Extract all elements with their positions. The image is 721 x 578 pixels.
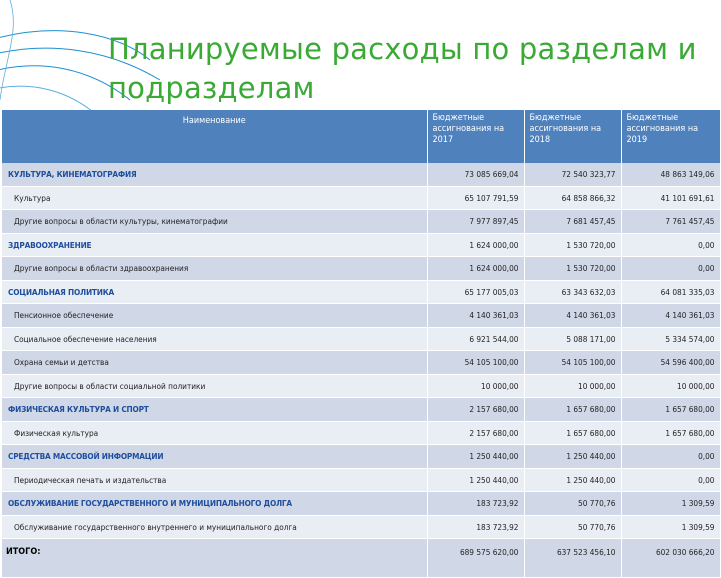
value-2017: 65 107 791,59: [427, 186, 524, 210]
value-2017: 1 250 440,00: [427, 445, 524, 469]
value-2019: 1 657 680,00: [621, 421, 720, 445]
row-name: КУЛЬТУРА, КИНЕМАТОГРАФИЯ: [2, 163, 427, 186]
value-2017: 2 157 680,00: [427, 421, 524, 445]
row-name: Физическая культура: [2, 421, 427, 445]
row-name: Периодическая печать и издательства: [2, 468, 427, 492]
value-2017: 73 085 669,04: [427, 163, 524, 186]
value-2019: 0,00: [621, 233, 720, 257]
value-2018: 1 530 720,00: [524, 257, 621, 281]
value-2019: 1 657 680,00: [621, 398, 720, 422]
value-2018: 72 540 323,77: [524, 163, 621, 186]
subsection-row: [2, 257, 720, 281]
subsection-row: [2, 351, 720, 375]
section-row: [2, 445, 720, 469]
section-row: [2, 492, 720, 516]
value-2017: 1 624 000,00: [427, 257, 524, 281]
value-2017: 6 921 544,00: [427, 327, 524, 351]
value-2018: 1 530 720,00: [524, 233, 621, 257]
section-row: [2, 398, 720, 422]
row-name: Другие вопросы в области социальной политики: [2, 374, 427, 398]
table-header-row: [2, 110, 720, 163]
row-name: Другие вопросы в области культуры, кинематографии: [2, 210, 427, 234]
value-2018: 1 657 680,00: [524, 398, 621, 422]
subsection-row: [2, 421, 720, 445]
value-2018: 10 000,00: [524, 374, 621, 398]
total-2018: 637 523 456,10: [524, 539, 621, 578]
value-2017: 10 000,00: [427, 374, 524, 398]
value-2018: 63 343 632,03: [524, 280, 621, 304]
value-2018: 5 088 171,00: [524, 327, 621, 351]
value-2018: 4 140 361,03: [524, 304, 621, 328]
value-2019: 10 000,00: [621, 374, 720, 398]
row-name: Другие вопросы в области здравоохранения: [2, 257, 427, 281]
subsection-row: [2, 515, 720, 539]
subsection-row: [2, 186, 720, 210]
total-2017: 689 575 620,00: [427, 539, 524, 578]
subsection-row: [2, 304, 720, 328]
value-2019: 0,00: [621, 445, 720, 469]
row-name: Пенсионное обеспечение: [2, 304, 427, 328]
value-2018: 1 250 440,00: [524, 445, 621, 469]
value-2018: 64 858 866,32: [524, 186, 621, 210]
row-name: Социальное обеспечение населения: [2, 327, 427, 351]
value-2018: 50 770,76: [524, 492, 621, 516]
row-name: Охрана семьи и детства: [2, 351, 427, 375]
value-2018: 54 105 100,00: [524, 351, 621, 375]
column-header-2018: Бюджетные ассигнования на 2018: [524, 110, 621, 163]
value-2019: 0,00: [621, 257, 720, 281]
value-2019: 7 761 457,45: [621, 210, 720, 234]
row-name: Обслуживание государственного внутреннего и муниципального долга: [2, 515, 427, 539]
value-2018: 7 681 457,45: [524, 210, 621, 234]
value-2018: 1 657 680,00: [524, 421, 621, 445]
row-name: СОЦИАЛЬНАЯ ПОЛИТИКА: [2, 280, 427, 304]
row-name: СРЕДСТВА МАССОВОЙ ИНФОРМАЦИИ: [2, 445, 427, 469]
value-2019: 41 101 691,61: [621, 186, 720, 210]
value-2019: 1 309,59: [621, 515, 720, 539]
value-2019: 64 081 335,03: [621, 280, 720, 304]
budget-table: [2, 110, 721, 578]
value-2017: 65 177 005,03: [427, 280, 524, 304]
budget-table-container: [2, 110, 720, 557]
value-2019: 4 140 361,03: [621, 304, 720, 328]
value-2018: 1 250 440,00: [524, 468, 621, 492]
value-2017: 2 157 680,00: [427, 398, 524, 422]
column-header-2019: Бюджетные ассигнования на 2019: [621, 110, 720, 163]
subsection-row: [2, 327, 720, 351]
total-label: ИТОГО:: [2, 539, 427, 578]
page-title: Планируемые расходы по разделам и подразделам: [108, 32, 697, 105]
section-row: [2, 233, 720, 257]
value-2017: 183 723,92: [427, 492, 524, 516]
row-name: Культура: [2, 186, 427, 210]
section-row: [2, 163, 720, 186]
value-2017: 7 977 897,45: [427, 210, 524, 234]
value-2017: 54 105 100,00: [427, 351, 524, 375]
value-2017: 1 250 440,00: [427, 468, 524, 492]
total-2019: 602 030 666,20: [621, 539, 720, 578]
value-2018: 50 770,76: [524, 515, 621, 539]
value-2019: 54 596 400,00: [621, 351, 720, 375]
subsection-row: [2, 210, 720, 234]
subsection-row: [2, 374, 720, 398]
row-name: ОБСЛУЖИВАНИЕ ГОСУДАРСТВЕННОГО И МУНИЦИПАЛЬНОГО ДОЛГА: [2, 492, 427, 516]
value-2017: 4 140 361,03: [427, 304, 524, 328]
value-2019: 1 309,59: [621, 492, 720, 516]
total-row: [2, 539, 720, 578]
section-row: [2, 280, 720, 304]
value-2019: 48 863 149,06: [621, 163, 720, 186]
column-header-name: Наименование: [2, 110, 427, 163]
subsection-row: [2, 468, 720, 492]
table-body: [2, 163, 720, 578]
value-2017: 183 723,92: [427, 515, 524, 539]
value-2017: 1 624 000,00: [427, 233, 524, 257]
value-2019: 5 334 574,00: [621, 327, 720, 351]
column-header-2017: Бюджетные ассигнования на 2017: [427, 110, 524, 163]
value-2019: 0,00: [621, 468, 720, 492]
row-name: ФИЗИЧЕСКАЯ КУЛЬТУРА И СПОРТ: [2, 398, 427, 422]
row-name: ЗДРАВООХРАНЕНИЕ: [2, 233, 427, 257]
